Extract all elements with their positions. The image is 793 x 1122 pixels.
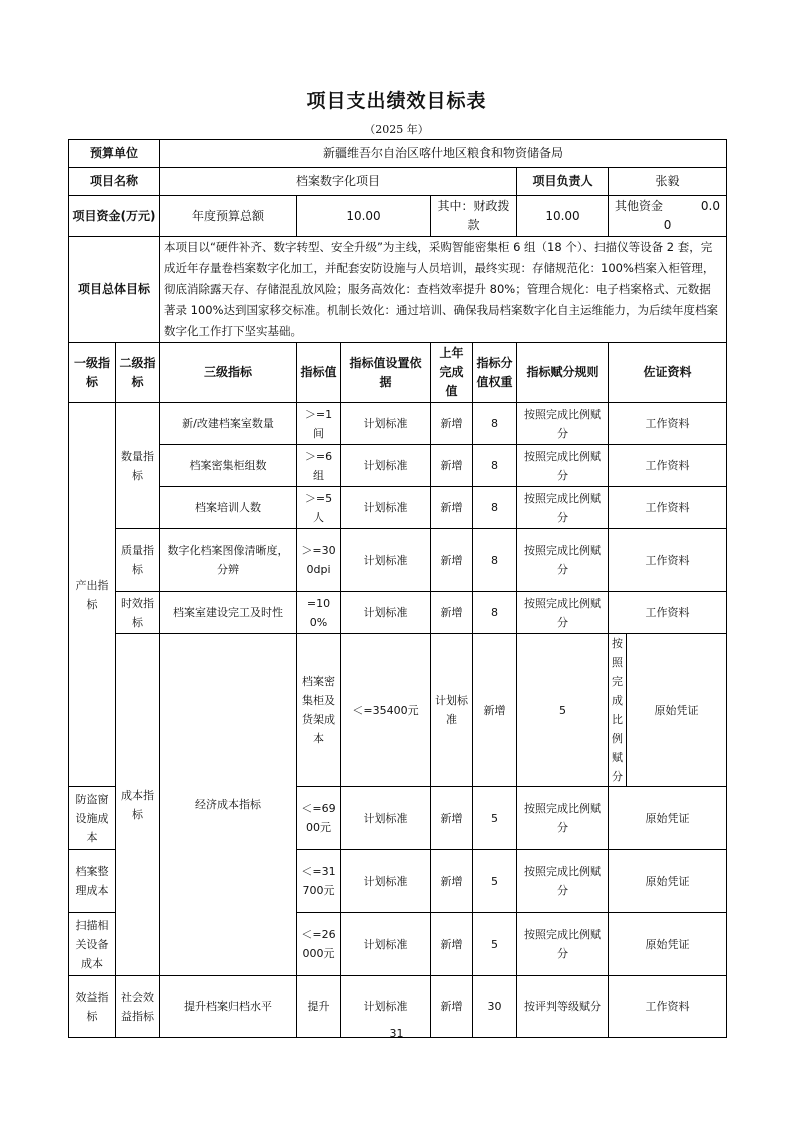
table-row	[69, 634, 727, 787]
row-weight: 5	[473, 850, 517, 913]
group-output: 产出指标	[69, 403, 116, 787]
row-evidence: 工作资料	[609, 976, 727, 1038]
header-level1: 一级指标	[69, 343, 116, 403]
row-weight: 30	[473, 976, 517, 1038]
table-row	[69, 529, 727, 592]
header-level3: 三级指标	[160, 343, 297, 403]
row-last: 新增	[431, 487, 473, 529]
row-last: 新增	[431, 592, 473, 634]
header-weight: 指标分值权重	[473, 343, 517, 403]
row-last: 新增	[431, 787, 473, 850]
row-basis: 计划标准	[341, 592, 431, 634]
overall-goal-label: 项目总体目标	[69, 237, 160, 343]
row-basis: 计划标准	[341, 403, 431, 445]
row-rule: 按照完成比例赋分	[517, 487, 609, 529]
row-name: 新/改建档案室数量	[160, 403, 297, 445]
row-evidence: 工作资料	[609, 592, 727, 634]
table-row	[69, 445, 727, 487]
row-weight: 5	[473, 913, 517, 976]
row-weight: 8	[473, 403, 517, 445]
row-basis: 计划标准	[431, 634, 473, 787]
row-evidence: 工作资料	[609, 445, 727, 487]
group-benefit: 效益指标	[69, 976, 116, 1038]
other-funds-value	[609, 196, 727, 237]
year-label: （2025 年）	[364, 123, 429, 136]
row-last: 新增	[473, 634, 517, 787]
project-lead-label: 项目负责人	[517, 168, 609, 196]
project-name-value: 档案数字化项目	[160, 168, 517, 196]
row-last: 新增	[431, 976, 473, 1038]
table-row	[69, 487, 727, 529]
group-timeliness: 时效指标	[116, 592, 160, 634]
row-rule: 按评判等级赋分	[517, 976, 609, 1038]
row-weight: 5	[517, 634, 609, 787]
fiscal-value: 10.00	[517, 196, 609, 237]
row-last: 新增	[431, 850, 473, 913]
funds-label: 项目资金(万元)	[69, 196, 160, 237]
row-basis: 计划标准	[341, 850, 431, 913]
row-rule: 按照完成比例赋分	[517, 913, 609, 976]
row-name: 档案密集柜组数	[160, 445, 297, 487]
row-value: ＞=300dpi	[297, 529, 341, 592]
row-rule: 按照完成比例赋分	[517, 445, 609, 487]
header-level2: 二级指标	[116, 343, 160, 403]
performance-table	[68, 139, 727, 1038]
row-value: ＞=6组	[297, 445, 341, 487]
row-name: 扫描相关设备成本	[69, 913, 116, 976]
row-weight: 8	[473, 592, 517, 634]
other-funds-label: 其他资金	[615, 199, 664, 213]
project-lead-value: 张毅	[609, 168, 727, 196]
row-rule: 按照完成比例赋分	[517, 403, 609, 445]
row-evidence: 工作资料	[609, 403, 727, 445]
row-last: 新增	[431, 445, 473, 487]
row-evidence: 原始凭证	[627, 634, 727, 787]
annual-budget-value: 10.00	[297, 196, 431, 237]
annual-budget-label: 年度预算总额	[160, 196, 297, 237]
row-name: 档案培训人数	[160, 487, 297, 529]
table-row	[69, 592, 727, 634]
row-weight: 5	[473, 787, 517, 850]
row-evidence: 原始凭证	[609, 850, 727, 913]
row-rule: 按照完成比例赋分	[609, 634, 627, 787]
row-value: ＞=5人	[297, 487, 341, 529]
row-evidence: 工作资料	[609, 487, 727, 529]
header-rule: 指标赋分规则	[517, 343, 609, 403]
group-quality: 质量指标	[116, 529, 160, 592]
row-name: 提升档案归档水平	[160, 976, 297, 1038]
header-value: 指标值	[297, 343, 341, 403]
group-cost: 成本指标	[116, 634, 160, 976]
page-title: 项目支出绩效目标表	[306, 90, 487, 112]
row-basis: 计划标准	[341, 976, 431, 1038]
row-weight: 8	[473, 487, 517, 529]
row-basis: 计划标准	[341, 913, 431, 976]
fiscal-label: 其中：财政拨款	[431, 196, 517, 237]
row-last: 新增	[431, 529, 473, 592]
row-basis: 计划标准	[341, 445, 431, 487]
page-number: 31	[389, 1027, 404, 1040]
row-value: ＞=1间	[297, 403, 341, 445]
row-value: ＜=26000元	[297, 913, 341, 976]
row-evidence: 原始凭证	[609, 913, 727, 976]
row-rule: 按照完成比例赋分	[517, 592, 609, 634]
header-last-year: 上年完成值	[431, 343, 473, 403]
project-name-label: 项目名称	[69, 168, 160, 196]
other-funds-amount: 0.00	[663, 199, 720, 232]
overall-goal-text: 本项目以“硬件补齐、数字转型、安全升级”为主线，采购智能密集柜 6 组（18 个）、扫描仪等设备 2 套，完成近年存量卷档案数字化加工，并配套安防设施与人员培训，最终实现：存储规范化：100%档案入柜管理，彻底消除露天存、存储混乱放风险；服务高效化：查档效率提升 80%；管理合规化：电子档案格式、元数据著录 100%达到国家移交标准。机制长效化：通过培训、确保我局档案数字化自主运维能力，为后续年度档案数字化工作打下坚实基础。	[160, 237, 727, 343]
group-economic-cost: 经济成本指标	[160, 634, 297, 976]
group-social-benefit: 社会效益指标	[116, 976, 160, 1038]
row-weight: 8	[473, 445, 517, 487]
row-last: 新增	[431, 403, 473, 445]
group-quantity: 数量指标	[116, 403, 160, 529]
row-evidence: 工作资料	[609, 529, 727, 592]
row-name: 数字化档案图像清晰度，分辨	[160, 529, 297, 592]
table-row	[69, 403, 727, 445]
row-name: 防盗窗设施成本	[69, 787, 116, 850]
row-name: 档案密集柜及货架成本	[297, 634, 341, 787]
row-name: 档案室建设完工及时性	[160, 592, 297, 634]
row-last: 新增	[431, 913, 473, 976]
row-value: =100%	[297, 592, 341, 634]
row-value: ＜=35400元	[341, 634, 431, 787]
row-rule: 按照完成比例赋分	[517, 529, 609, 592]
budget-unit-value: 新疆维吾尔自治区喀什地区粮食和物资储备局	[160, 140, 727, 168]
row-weight: 8	[473, 529, 517, 592]
header-evidence: 佐证资料	[609, 343, 727, 403]
row-value: ＜=6900元	[297, 787, 341, 850]
row-value: ＜=31700元	[297, 850, 341, 913]
budget-unit-label: 预算单位	[69, 140, 160, 168]
row-name: 档案整理成本	[69, 850, 116, 913]
row-basis: 计划标准	[341, 787, 431, 850]
row-basis: 计划标准	[341, 529, 431, 592]
row-rule: 按照完成比例赋分	[517, 787, 609, 850]
header-basis: 指标值设置依据	[341, 343, 431, 403]
row-evidence: 原始凭证	[609, 787, 727, 850]
row-rule: 按照完成比例赋分	[517, 850, 609, 913]
row-value: 提升	[297, 976, 341, 1038]
row-basis: 计划标准	[341, 487, 431, 529]
